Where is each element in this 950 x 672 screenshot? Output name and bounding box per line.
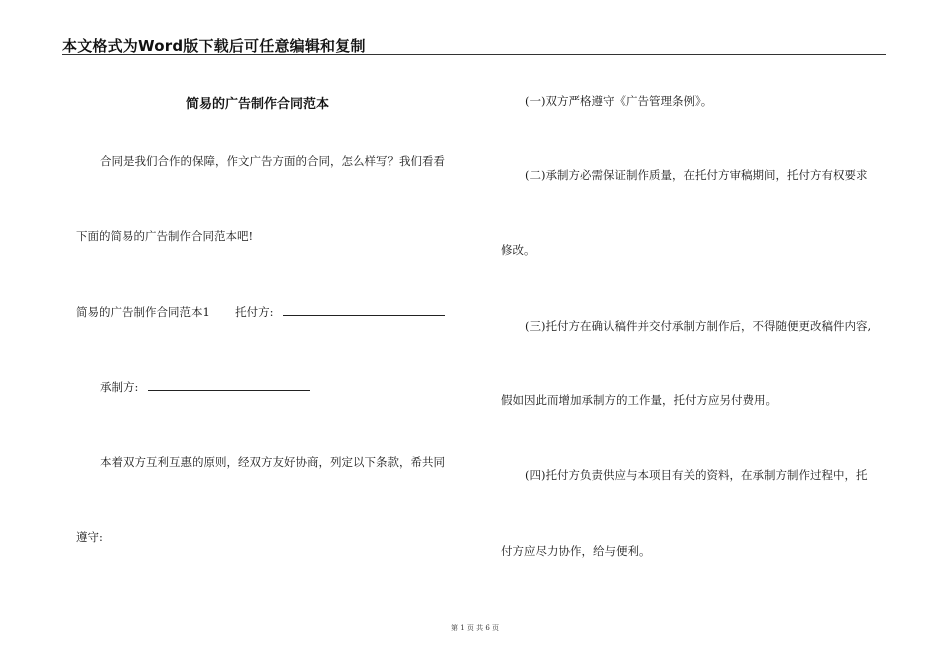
clause-3-line-1: (三)托付方在确认稿件并交付承制方制作后，不得随便更改稿件内容,: [525, 319, 872, 333]
paragraph-intro-line-2: 下面的简易的广告制作合同范本吧!: [76, 229, 254, 243]
clause-4-line-2: 付方应尽力协作，给与便利。: [501, 544, 651, 558]
sample-label: 简易的广告制作合同范本1: [76, 305, 210, 319]
clause-2-line-2: 修改。: [501, 243, 536, 257]
party-a-label: 托付方:: [235, 305, 274, 319]
party-b-blank: [148, 380, 310, 391]
header-divider: [62, 54, 886, 55]
paragraph-terms-line-1: 本着双方互利互惠的原则，经双方友好协商，列定以下条款，希共同: [100, 455, 445, 469]
document-header: 本文格式为Word版下载后可任意编辑和复制: [62, 37, 366, 55]
party-a-blank: [283, 305, 445, 316]
clause-3-line-2: 假如因此而增加承制方的工作量，托付方应另付费用。: [501, 393, 777, 407]
paragraph-terms-line-2: 遵守:: [76, 530, 103, 544]
clause-2-line-1: (二)承制方必需保证制作质量，在托付方审稿期间，托付方有权要求: [525, 168, 868, 182]
sample-heading-line: [76, 305, 445, 319]
paragraph-intro-line-1: 合同是我们合作的保障，作文广告方面的合同，怎么样写？我们看看: [100, 154, 445, 168]
document-title: 简易的广告制作合同范本: [186, 97, 330, 112]
party-b-label: 承制方:: [100, 380, 139, 394]
clause-1: (一)双方严格遵守《广告管理条例》。: [525, 94, 713, 108]
page-number: 第 1 页 共 6 页: [450, 624, 500, 632]
party-b-line: [100, 380, 310, 394]
clause-4-line-1: (四)托付方负责供应与本项目有关的资料，在承制方制作过程中，托: [525, 468, 868, 482]
